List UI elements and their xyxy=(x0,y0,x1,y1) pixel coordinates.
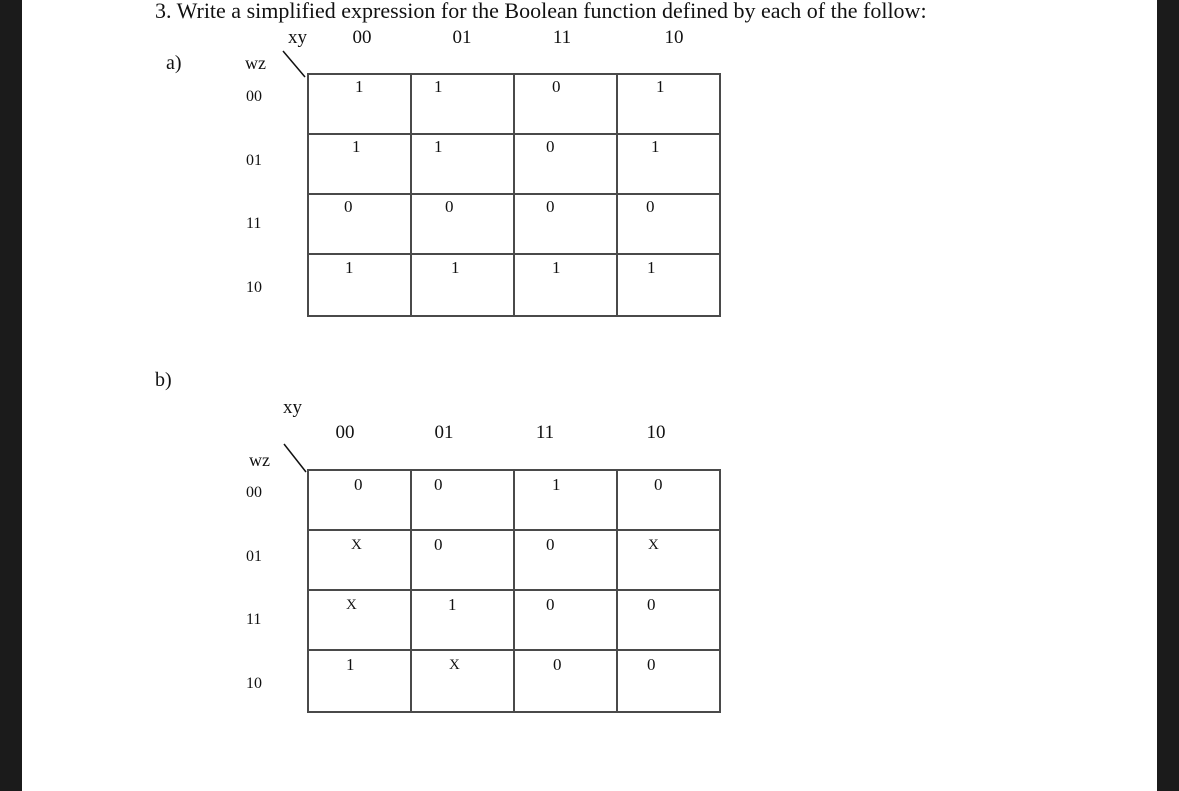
kmap-a-row-header: 01 xyxy=(246,152,262,169)
kmap-b-cell xyxy=(617,530,720,590)
kmap-a-col-var: xy xyxy=(288,27,307,48)
kmap-a-cell-value: 1 xyxy=(552,258,561,277)
kmap-b-cell-value: 0 xyxy=(647,595,656,614)
kmap-a-cell-value: 1 xyxy=(352,137,361,156)
kmap-b-cell-value: 1 xyxy=(448,595,457,614)
kmap-b-cell xyxy=(617,470,720,530)
kmap-b-row xyxy=(308,650,720,712)
kmap-b-row xyxy=(308,470,720,530)
kmap-a-cell-value: 0 xyxy=(445,197,454,216)
kmap-a-grid xyxy=(307,73,721,317)
kmap-b-cell-value: 0 xyxy=(546,535,555,554)
kmap-b-cell-value: 0 xyxy=(654,475,663,494)
kmap-a-cell-value: 0 xyxy=(552,77,561,96)
kmap-b-cell xyxy=(411,650,514,712)
kmap-b-grid xyxy=(307,469,721,713)
part-b-label: b) xyxy=(155,369,172,391)
kmap-b-cell-value: 0 xyxy=(434,535,443,554)
kmap-b-cell xyxy=(514,530,617,590)
kmap-a-cell xyxy=(411,254,514,316)
kmap-a-col-header: 11 xyxy=(552,27,572,48)
kmap-a-row-header: 10 xyxy=(246,279,262,296)
kmap-a-cell-value: 0 xyxy=(344,197,353,216)
kmap-b-cell xyxy=(308,650,411,712)
kmap-b-cell-value: 0 xyxy=(553,655,562,674)
kmap-b-col-header: 11 xyxy=(535,422,555,443)
kmap-a-cell-value: 1 xyxy=(345,258,354,277)
right-dark-border xyxy=(1157,0,1179,791)
kmap-b-cell-value: 1 xyxy=(552,475,561,494)
kmap-b-cell xyxy=(617,650,720,712)
kmap-b-row xyxy=(308,590,720,650)
kmap-a-col-header: 01 xyxy=(452,27,472,48)
kmap-a-row-header: 00 xyxy=(246,88,262,105)
kmap-a-cell-value: 0 xyxy=(546,197,555,216)
kmap-a-row xyxy=(308,194,720,254)
kmap-a-cell xyxy=(411,194,514,254)
kmap-b-cell xyxy=(411,470,514,530)
kmap-b-cell xyxy=(411,590,514,650)
kmap-b-cell-value: 1 xyxy=(346,655,355,674)
kmap-a-cell-value: 1 xyxy=(656,77,665,96)
kmap-b-cell-value: 0 xyxy=(647,655,656,674)
kmap-a-cell xyxy=(411,74,514,134)
kmap-b-cell xyxy=(411,530,514,590)
kmap-a-cell-value: 1 xyxy=(434,137,443,156)
part-a-label: a) xyxy=(166,52,182,74)
kmap-a-cell xyxy=(617,74,720,134)
kmap-a-cell-value: 1 xyxy=(647,258,656,277)
kmap-b-col-header: 01 xyxy=(434,422,454,443)
kmap-b-cell-value: X xyxy=(346,597,357,613)
kmap-a-cell-value: 1 xyxy=(355,77,364,96)
kmap-a-cell-value: 1 xyxy=(451,258,460,277)
kmap-b-col-header: 00 xyxy=(335,422,355,443)
kmap-b-row xyxy=(308,530,720,590)
kmap-a-row-var: wz xyxy=(245,53,266,73)
kmap-b-col-var: xy xyxy=(283,397,302,418)
kmap-b-row-header: 11 xyxy=(246,611,262,628)
question-text: Write a simplified expression for the Boolean function defined by each of the follow: xyxy=(176,0,927,23)
kmap-a-cell xyxy=(514,134,617,194)
kmap-a-cell-value: 0 xyxy=(546,137,555,156)
kmap-b-cell xyxy=(308,470,411,530)
kmap-b-cell-value: X xyxy=(351,537,362,553)
kmap-a-col-header: 00 xyxy=(352,27,372,48)
left-dark-border xyxy=(0,0,22,791)
question-number: 3. xyxy=(155,0,172,23)
question-heading xyxy=(155,0,927,24)
kmap-a-col-header: 10 xyxy=(664,27,684,48)
kmap-b-cell-value: 0 xyxy=(546,595,555,614)
kmap-b-cell xyxy=(514,470,617,530)
kmap-b-cell xyxy=(308,590,411,650)
kmap-a-cell xyxy=(617,254,720,316)
kmap-a-row-header: 11 xyxy=(246,215,262,232)
kmap-a-diagonal-divider xyxy=(282,50,306,78)
kmap-b-cell xyxy=(514,590,617,650)
kmap-a-cell xyxy=(308,194,411,254)
kmap-a-cell xyxy=(514,254,617,316)
kmap-b-row-header: 10 xyxy=(246,675,262,692)
kmap-a-cell-value: 1 xyxy=(651,137,660,156)
kmap-a-cell xyxy=(617,194,720,254)
kmap-a-cell xyxy=(514,74,617,134)
kmap-a-row xyxy=(308,134,720,194)
kmap-b-row-header: 01 xyxy=(246,548,262,565)
kmap-b-cell-value: 0 xyxy=(434,475,443,494)
kmap-a-cell xyxy=(308,134,411,194)
kmap-b-cell-value: 0 xyxy=(354,475,363,494)
kmap-b-cell xyxy=(617,590,720,650)
kmap-b-diagonal-divider xyxy=(283,443,307,473)
kmap-a-cell xyxy=(308,74,411,134)
kmap-b-cell xyxy=(308,530,411,590)
kmap-a-cell xyxy=(617,134,720,194)
kmap-b-cell xyxy=(514,650,617,712)
kmap-a-cell xyxy=(308,254,411,316)
kmap-a-cell xyxy=(514,194,617,254)
kmap-b-cell-value: X xyxy=(449,657,460,673)
kmap-b-row-header: 00 xyxy=(246,484,262,501)
kmap-b-col-header: 10 xyxy=(646,422,666,443)
kmap-a-row xyxy=(308,74,720,134)
kmap-b-row-var: wz xyxy=(249,450,270,470)
kmap-a-cell-value: 0 xyxy=(646,197,655,216)
kmap-a-cell xyxy=(411,134,514,194)
kmap-a-row xyxy=(308,254,720,316)
kmap-a-cell-value: 1 xyxy=(434,77,443,96)
kmap-b-cell-value: X xyxy=(648,537,659,553)
